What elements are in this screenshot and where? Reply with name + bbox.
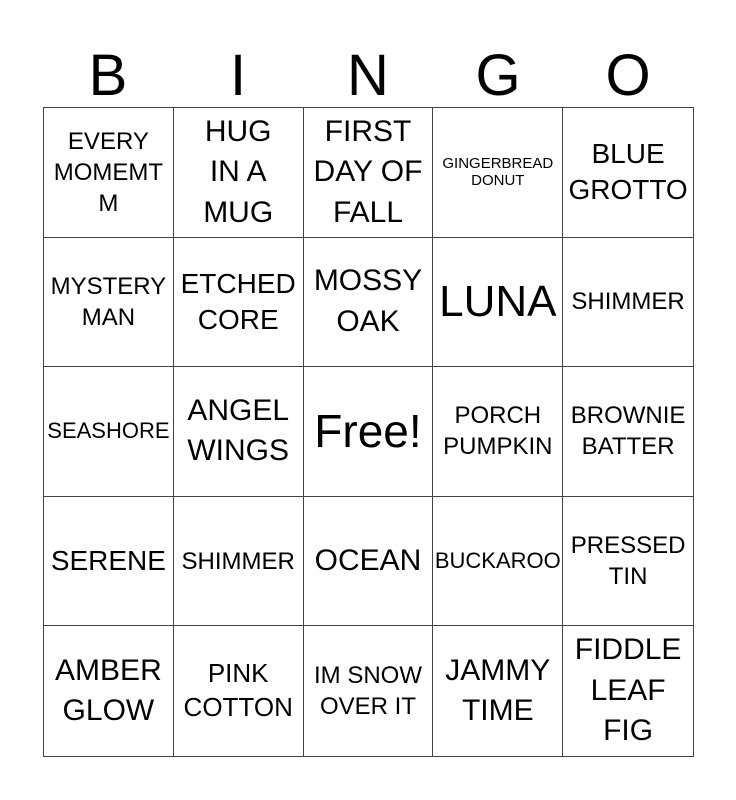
bingo-cell-r4c5[interactable] [563,497,693,627]
bingo-cell-r5c4[interactable] [433,626,563,756]
bingo-cell-r2c1[interactable] [44,238,174,368]
bingo-cell-r2c2[interactable] [174,238,304,368]
bingo-cell-r1c4[interactable] [433,108,563,238]
bingo-cell-r2c4[interactable] [433,238,563,368]
cell-label: JAMMY TIME [445,653,551,728]
bingo-cell-r3c5[interactable] [563,367,693,497]
bingo-cell-r4c1[interactable] [44,497,174,627]
bingo-cell-r4c3[interactable] [304,497,434,627]
bingo-cell-r5c1[interactable] [44,626,174,756]
bingo-cell-r5c5[interactable] [563,626,693,756]
cell-label: BLUE GROTTO [568,137,688,206]
cell-label: ETCHED CORE [180,267,296,335]
cell-label: IM SNOW OVER IT [313,662,422,721]
bingo-cell-r5c2[interactable] [174,626,304,756]
header-letter-g: G [475,43,521,108]
header-letter-n: N [347,43,389,108]
free-space-label: Free! [314,405,422,458]
bingo-cell-r4c4[interactable] [433,497,563,627]
bingo-header [43,40,693,108]
cell-label: MYSTERY MAN [50,272,167,331]
cell-label: FIDDLE LEAF FIG [574,633,682,748]
cell-label: FIRST DAY OF FALL [313,114,423,229]
cell-label: SHIMMER [181,547,295,575]
cell-label: PINK COTTON [183,658,293,723]
cell-label: AMBER GLOW [55,653,162,728]
cell-label: GINGERBREAD DONUT [442,155,554,190]
cell-label: BROWNIE BATTER [570,402,686,461]
header-letter-o: O [605,43,651,108]
bingo-cell-r2c5[interactable] [563,238,693,368]
header-letter-i: I [229,43,247,108]
bingo-cell-r1c2[interactable] [174,108,304,238]
cell-label: SERENE [50,544,166,576]
cell-label: SEASHORE [47,418,170,444]
bingo-board [43,107,694,757]
bingo-cell-r3c4[interactable] [433,367,563,497]
cell-label: HUG IN A MUG [203,114,274,229]
cell-label: LUNA [439,276,557,326]
bingo-cell-r5c3[interactable] [304,626,434,756]
bingo-cell-r2c3[interactable] [304,238,434,368]
bingo-cell-r3c2[interactable] [174,367,304,497]
cell-label: MOSSY OAK [313,264,423,338]
bingo-cell-r1c5[interactable] [563,108,693,238]
bingo-cell-r1c1[interactable] [44,108,174,238]
bingo-cell-r4c2[interactable] [174,497,304,627]
bingo-cell-r3c1[interactable] [44,367,174,497]
cell-label: PRESSED TIN [570,531,686,591]
bingo-cell-r3c3 free-space[interactable] [304,367,434,497]
header-letter-b: B [88,43,128,108]
cell-label: SHIMMER [571,288,685,316]
cell-label: PORCH PUMPKIN [443,402,553,461]
cell-label: ANGEL WINGS [187,393,290,468]
cell-label: OCEAN [314,543,422,577]
bingo-cell-r1c3[interactable] [304,108,434,238]
cell-label: BUCKAROO [434,547,561,573]
cell-label: EVERY MOMEMT M [53,127,164,217]
